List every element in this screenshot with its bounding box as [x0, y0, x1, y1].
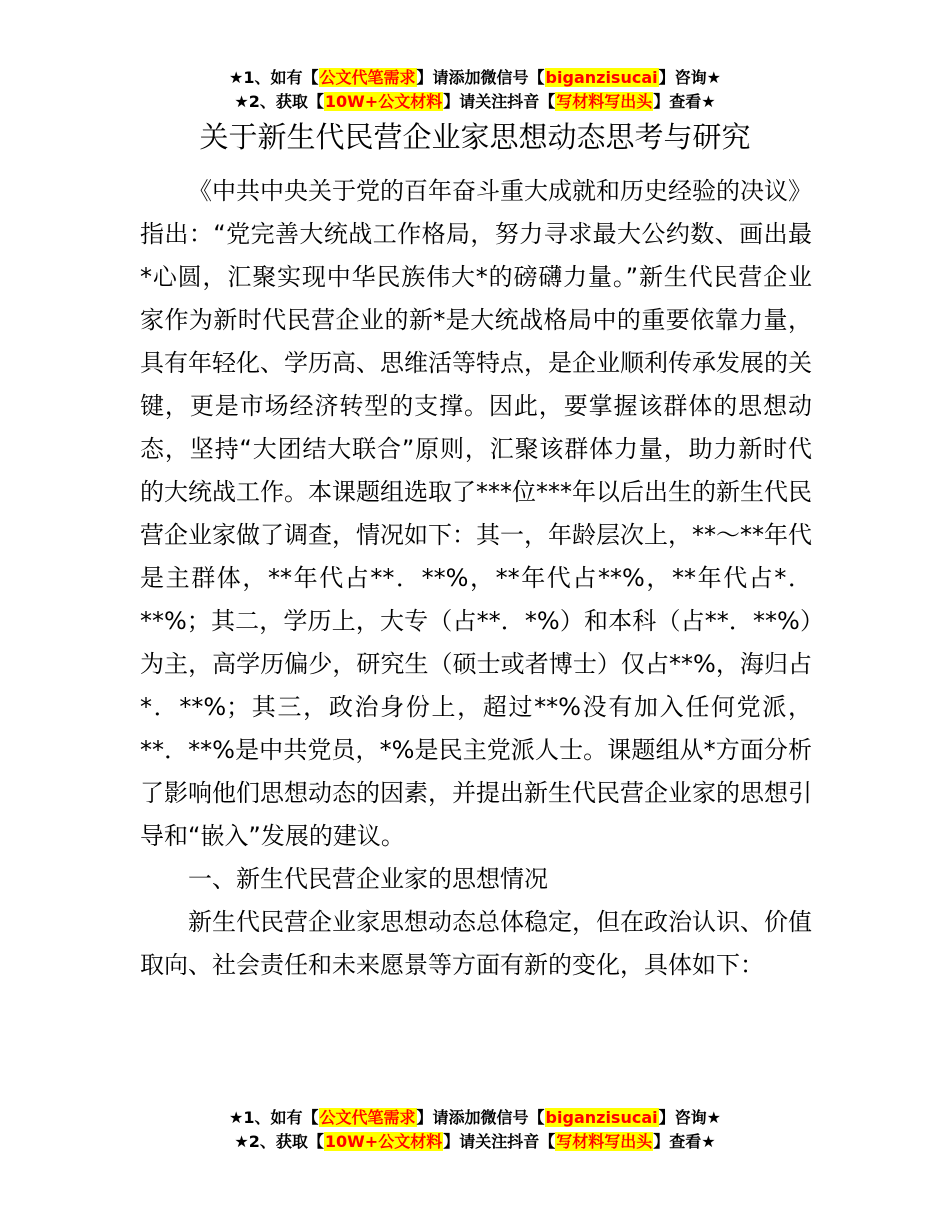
body-paragraph: 《中共中央关于党的百年奋斗重大成就和历史经验的决议》指出：“党完善大统战工作格局，努力寻求最大公约数、画出最*心圆，汇聚实现中华民族伟大*的磅礴力量。”新生代民营企业家作为新时代民营企业的新*是大统战格局中的重要依靠力量，具有年轻化、学历高、思维活等特点，是企业顺利传承发展的关键，更是市场经济转型的支撑。因此，要掌握该群体的思想动态，坚持“大团结大联合”原则，汇聚该群体力量，助力新时代的大统战工作。本课题组选取了***位***年以后出生的新生代民营企业家做了调查，情况如下：其一，年龄层次上，**～**年代是主群体，**年代占**．**%，**年代占**%，**年代占*．**%；其二，学历上，大专（占**．*%）和本科（占**．**%）为主，高学历偏少，研究生（硕士或者博士）仅占**%，海归占*．**%；其三，政治身份上，超过**%没有加入任何党派，**．**%是中共党员，*%是民主党派人士。课题组从*方面分析了影响他们思想动态的因素，并提出新生代民营企业家的思想引导和“嵌入”发展的建议。 — [140, 177, 812, 850]
highlight-materials: 10W+公文材料 — [324, 1132, 443, 1151]
highlight-materials: 10W+公文材料 — [324, 92, 443, 111]
banner-text: 】请添加微信号【 — [416, 1108, 545, 1127]
highlight-wechat-id: biganzisucai — [545, 1108, 658, 1127]
banner-text: 】查看★ — [653, 92, 716, 111]
banner-text: 】请关注抖音【 — [443, 92, 556, 111]
highlight-douyin-account: 写材料写出头 — [556, 1132, 653, 1151]
banner-text: ★2、获取【 — [234, 1132, 324, 1151]
banner-text: ★2、获取【 — [234, 92, 324, 111]
highlight-douyin-account: 写材料写出头 — [556, 92, 653, 111]
section-heading: 一、新生代民营企业家的思想情况 — [188, 865, 548, 893]
document-title: 关于新生代民营企业家思想动态思考与研究 — [199, 120, 751, 154]
highlight-service: 公文代笔需求 — [319, 1108, 416, 1127]
highlight-wechat-id: biganzisucai — [545, 68, 658, 87]
highlight-service: 公文代笔需求 — [319, 68, 416, 87]
banner-text: ★1、如有【 — [229, 68, 319, 87]
banner-text: ★1、如有【 — [229, 1108, 319, 1127]
banner-text: 】查看★ — [653, 1132, 716, 1151]
banner-line-1 — [0, 1106, 950, 1130]
body-paragraph: 新生代民营企业家思想动态总体稳定，但在政治认识、价值取向、社会责任和未来愿景等方面有新的变化，具体如下： — [140, 908, 812, 979]
banner-line-1 — [0, 66, 950, 90]
banner-text: 】请添加微信号【 — [416, 68, 545, 87]
document-body — [140, 170, 812, 987]
banner-text: 】请关注抖音【 — [443, 1132, 556, 1151]
banner-line-2 — [0, 90, 950, 114]
footer-banner — [0, 1106, 950, 1154]
banner-text: 】咨询★ — [658, 68, 721, 87]
header-banner — [0, 66, 950, 114]
banner-line-2 — [0, 1130, 950, 1154]
banner-text: 】咨询★ — [658, 1108, 721, 1127]
